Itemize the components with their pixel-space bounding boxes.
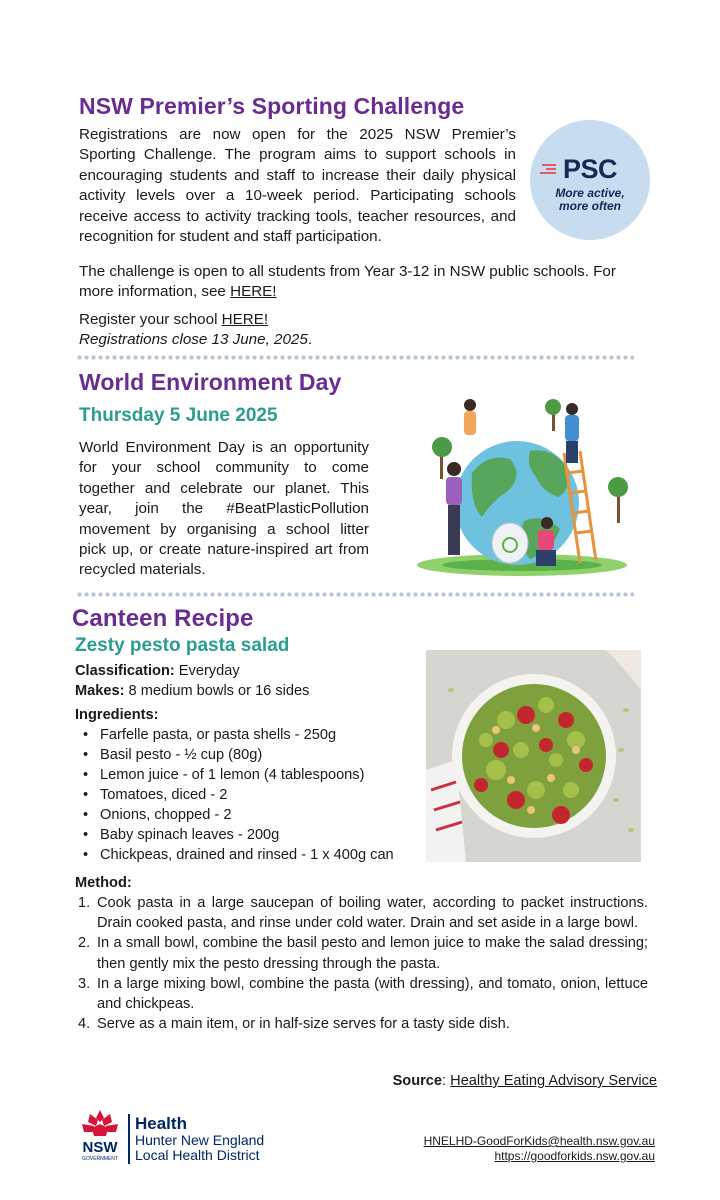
psc-logo: PSC (562, 154, 618, 184)
list-item (78, 893, 648, 933)
psc-info-link[interactable]: HERE! (230, 283, 277, 301)
earth-people-illustration (412, 393, 632, 578)
psc-tagline (530, 187, 650, 213)
section-divider (76, 592, 634, 597)
source-label: Source (392, 1073, 443, 1089)
footer-contact (424, 1134, 655, 1164)
recipe-name: Zesty pesto pasta salad (75, 635, 290, 656)
list-item: • Onions, chopped - 2 (80, 805, 394, 825)
wed-date: Thursday 5 June 2025 (79, 405, 278, 426)
psc-register-link[interactable]: HERE! (221, 311, 269, 328)
list-item: • Baby spinach leaves - 200g (80, 825, 394, 845)
list-item (78, 974, 648, 1014)
step-number: 4. (78, 1016, 91, 1033)
district-line2: Local Health District (135, 1147, 260, 1163)
makes-label: Makes: (75, 683, 125, 699)
method-label: Method: (75, 875, 132, 891)
nsw-government-logo (76, 1108, 124, 1164)
psc-register (79, 310, 579, 330)
psc-title: NSW Premier’s Sporting Challenge (79, 93, 465, 119)
psc-register-text: Register your school (79, 311, 222, 328)
contact-email-link[interactable]: HNELHD-GoodForKids@health.nsw.gov.au (423, 1134, 655, 1148)
psc-description: Registrations are now open for the 2025 NSW Premier’s Sporting Challenge. The program aims to support schools in encouraging students and staff to increase their daily physical activity levels over a 10-week period. Participating schools receive access to activity tracking tools, teacher resources, and recognition for student and staff participation. (79, 126, 516, 246)
method-heading (75, 873, 132, 893)
recipe-makes (75, 681, 309, 701)
makes-value: 8 medium bowls or 16 sides (124, 683, 310, 699)
psc-eligibility-text: The challenge is open to all students from Year 3-12 in NSW public schools. For more information, see (79, 263, 616, 301)
psc-close-note (79, 330, 579, 350)
recipe-classification (75, 661, 240, 681)
step-number: 1. (78, 895, 91, 911)
source-separator: : (442, 1073, 451, 1089)
district-line1: Hunter New England (135, 1132, 265, 1148)
ingredients-label: Ingredients: (75, 707, 159, 723)
nsw-wordmark: NSW (82, 1139, 118, 1156)
list-item (78, 1014, 648, 1034)
recipe-section-title: Canteen Recipe (72, 605, 254, 632)
source-link[interactable]: Healthy Eating Advisory Service (450, 1073, 657, 1089)
wed-title: World Environment Day (79, 369, 342, 395)
ingredients-list (80, 725, 394, 865)
psc-tagline-line1: More active, (555, 186, 625, 200)
step-number: 3. (78, 975, 91, 992)
psc-badge (530, 120, 650, 240)
psc-tagline-line2: more often (558, 199, 621, 213)
wed-description: World Environment Day is an opportunity for your school community to come together and celebrate our planet. This year, join the #BeatPlasticPollution movement by organising a school litter pick up, or create nature-inspired art from recycled materials. (79, 439, 369, 579)
list-item (78, 933, 648, 973)
health-district-lockup (135, 1114, 264, 1163)
list-item: • Chickpeas, drained and rinsed - 1 x 400g can (80, 845, 394, 865)
health-label: Health (135, 1114, 187, 1133)
government-wordmark: GOVERNMENT (82, 1156, 118, 1162)
psc-close-suffix: . (307, 331, 313, 348)
logo-divider (128, 1114, 130, 1164)
psc-eligibility (79, 262, 654, 303)
step-text: Serve as a main item, or in half-size serves for a tasty side dish. (97, 1016, 510, 1033)
step-text: In a large mixing bowl, combine the pasta (with dressing), and tomato, onion, lettuce and chickpeas. (97, 975, 648, 1013)
step-number: 2. (78, 935, 91, 952)
website-link[interactable]: https://goodforkids.nsw.gov.au (494, 1149, 655, 1163)
pasta-bowl-image (426, 650, 641, 862)
classification-value: Everyday (174, 663, 240, 679)
section-divider (76, 355, 634, 360)
list-item: • Farfelle pasta, or pasta shells - 250g (80, 725, 394, 745)
pasta-salad-photo (426, 650, 641, 862)
recipe-source (393, 1073, 657, 1089)
list-item: • Basil pesto - ½ cup (80g) (80, 745, 394, 765)
list-item: • Lemon juice - of 1 lemon (4 tablespoons) (80, 765, 394, 785)
classification-label: Classification: (75, 663, 175, 679)
waratah-icon (82, 1110, 118, 1136)
ingredients-heading (75, 705, 159, 725)
step-text: In a small bowl, combine the basil pesto and lemon juice to make the salad dressing; then gently mix the pesto dressing through the pasta. (97, 935, 648, 972)
psc-close-date: Registrations close 13 June, 2025 (79, 331, 308, 348)
list-item: • Tomatoes, diced - 2 (80, 785, 394, 805)
recycle-bag-icon (492, 523, 528, 563)
method-list (78, 893, 648, 1034)
step-text: Cook pasta in a large saucepan of boiling water, according to packet instructions. Drain cooked pasta, and rinse under cold water. Drain and set aside in a large bowl. (97, 895, 648, 932)
